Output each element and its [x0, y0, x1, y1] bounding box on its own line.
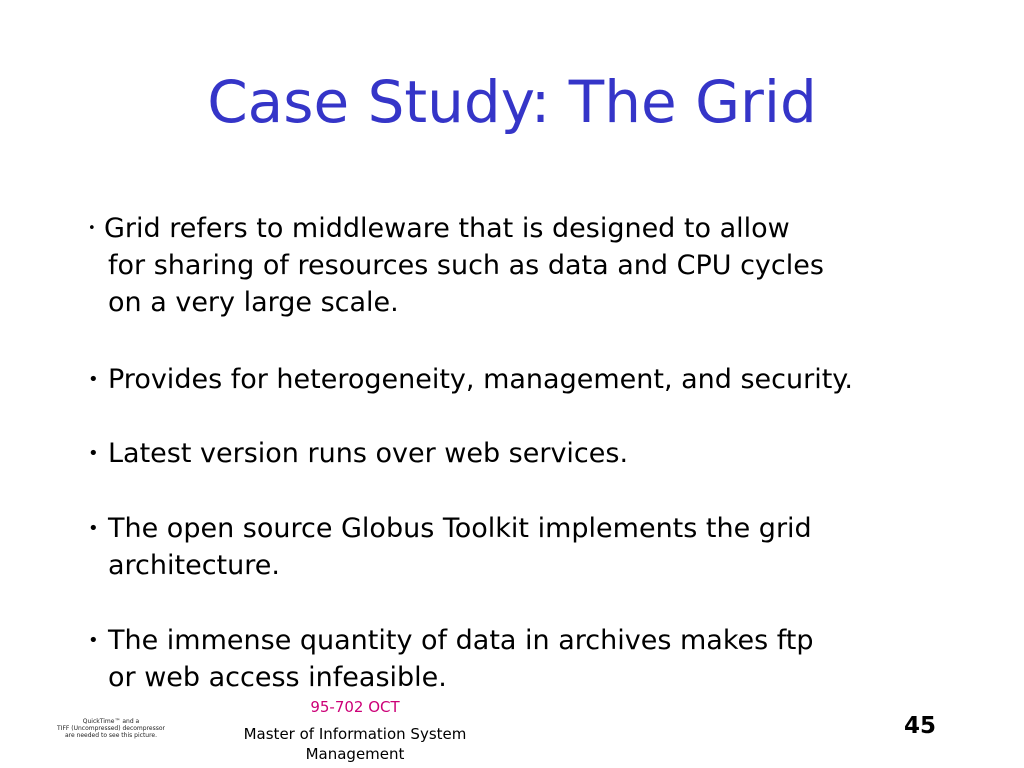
bullet-line: Grid refers to middleware that is designed to allow	[104, 213, 790, 244]
bullet-line: for sharing of resources such as data and CPU cycles	[108, 250, 824, 281]
bullet-item-globus-toolkit	[88, 510, 988, 584]
bullet-line: or web access infeasible.	[108, 662, 447, 693]
placeholder-line: are needed to see this picture.	[64, 732, 158, 739]
page-number: 45	[903, 713, 936, 739]
bullet-line: Provides for heterogeneity, management, and security.	[108, 364, 854, 395]
bullet-marker: •	[88, 443, 99, 464]
program-name-line: Management	[305, 745, 405, 763]
placeholder-line: TIFF (Uncompressed) decompressor	[57, 725, 165, 732]
bullet-marker: •	[88, 221, 96, 236]
bullet-line: Latest version runs over web services.	[108, 438, 629, 469]
bullet-item-web-services	[88, 435, 988, 472]
bullet-marker: •	[88, 518, 99, 539]
placeholder-line: QuickTime™ and a	[82, 718, 140, 725]
bullet-item-heterogeneity	[88, 361, 988, 398]
program-name	[220, 724, 490, 764]
bullet-line: on a very large scale.	[108, 287, 399, 318]
program-name-line: Master of Information System	[243, 725, 467, 743]
bullet-item-data-quantity	[88, 622, 988, 696]
slide-title: Case Study: The Grid	[207, 68, 817, 136]
bullet-line: architecture.	[108, 550, 280, 581]
bullet-line: The immense quantity of data in archives makes ftp	[108, 625, 814, 656]
bullet-marker: •	[88, 630, 99, 651]
image-placeholder-notice	[52, 718, 170, 739]
bullet-marker: •	[88, 369, 99, 390]
bullet-line: The open source Globus Toolkit implements the grid	[108, 513, 812, 544]
course-number: 95-702 OCT	[310, 698, 400, 716]
bullet-item-middleware	[88, 210, 988, 321]
